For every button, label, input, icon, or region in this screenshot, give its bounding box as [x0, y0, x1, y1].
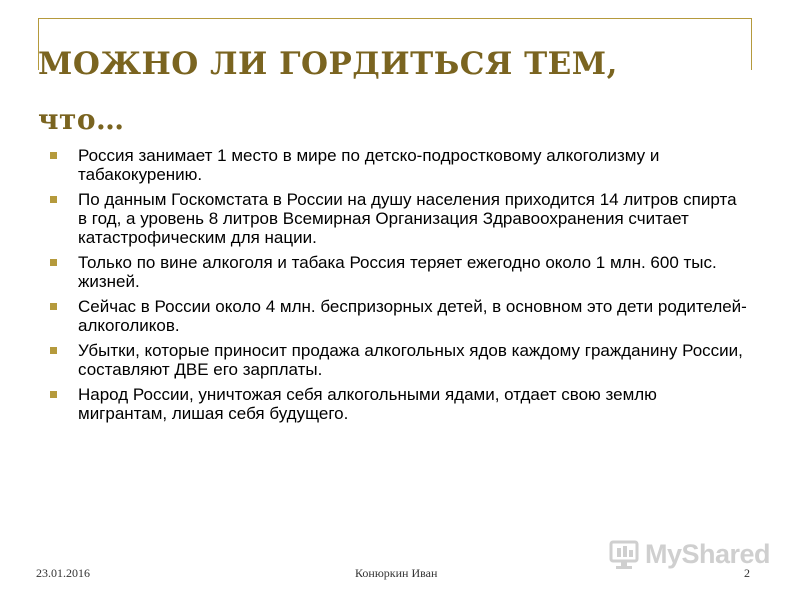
footer-page-number: 2 — [744, 566, 750, 580]
bullet-item — [48, 146, 748, 184]
slide-title-line-1: МОЖНО ЛИ ГОРДИТЬСЯ ТЕМ, — [38, 46, 618, 82]
square-bullet-icon — [50, 152, 57, 159]
bullet-item — [48, 385, 748, 423]
bullet-list — [48, 146, 748, 429]
bullet-item — [48, 253, 748, 291]
slide-title-line-2: что… — [38, 103, 125, 136]
footer-date: 23.01.2016 — [36, 566, 90, 580]
bullet-item — [48, 341, 748, 379]
footer-author: Конюркин Иван — [355, 566, 438, 580]
bullet-text: Россия занимает 1 место в мире по детско-подростковому алкоголизму и табакокурению. — [78, 146, 660, 184]
bullet-text: Убытки, которые приносит продажа алкогольных ядов каждому гражданину России, составляют ДВЕ его зарплаты. — [78, 341, 743, 379]
bullet-item — [48, 297, 748, 335]
slide-title — [38, 36, 758, 148]
square-bullet-icon — [50, 259, 57, 266]
square-bullet-icon — [50, 347, 57, 354]
bullet-item — [48, 190, 748, 247]
square-bullet-icon — [50, 303, 57, 310]
bullet-text: По данным Госкомстата в России на душу населения приходится 14 литров спирта в год, а уровень 8 литров Всемирная Организация Здравоохранения считает катастрофическим для нации. — [78, 190, 737, 247]
title-frame-top — [38, 18, 752, 19]
square-bullet-icon — [50, 391, 57, 398]
bullet-text: Народ России, уничтожая себя алкогольными ядами, отдает свою землю мигрантам, лишая себя будущего. — [78, 385, 657, 423]
bullet-text: Сейчас в России около 4 млн. беспризорных детей, в основном это дети родителей-алкоголиков. — [78, 297, 747, 335]
bullet-text: Только по вине алкоголя и табака Россия теряет ежегодно около 1 млн. 600 тыс. жизней. — [78, 253, 717, 291]
square-bullet-icon — [50, 196, 57, 203]
monitor-icon — [608, 538, 642, 572]
watermark-text: MyShared — [645, 539, 771, 569]
